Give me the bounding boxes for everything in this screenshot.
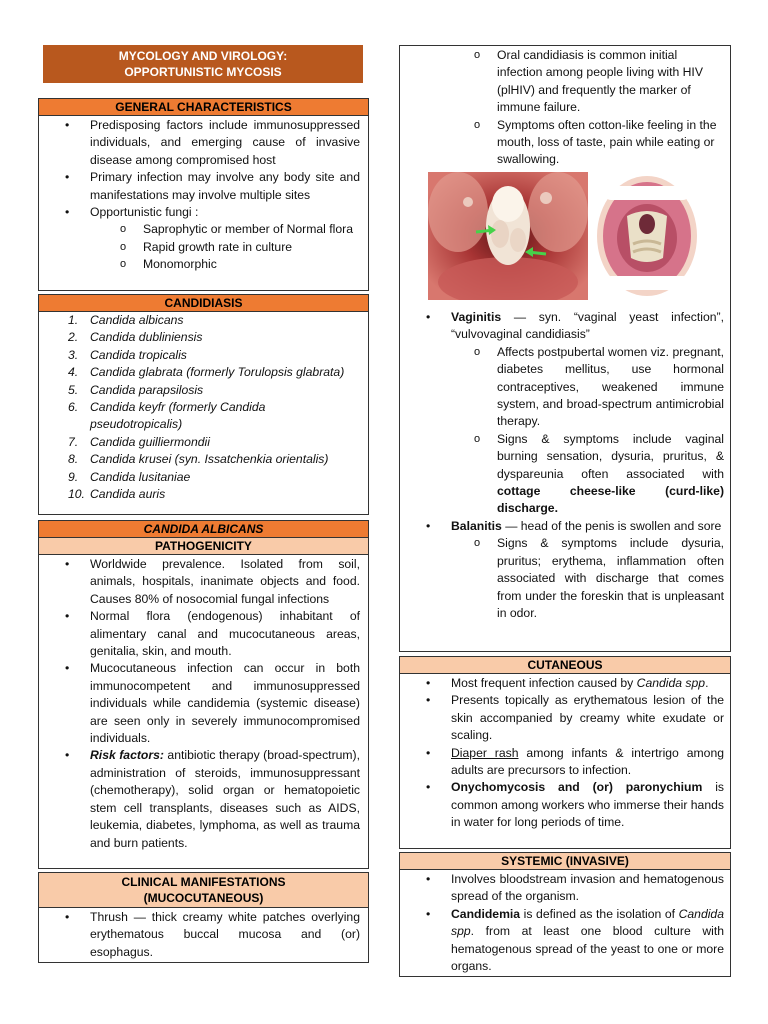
general-characteristics-section	[38, 98, 369, 291]
list-item: • Worldwide prevalence. Isolated from soil, animals, hospitals, inanimate objects and food. Causes 80% of nosocomial fungal infections	[90, 556, 360, 608]
diaper-rash-term: Diaper rash	[451, 745, 519, 760]
oral-vaginitis-balanitis-section	[399, 45, 731, 652]
list-item: • Involves bloodstream invasion and hematogenous spread of the organism.	[451, 871, 724, 906]
pathogenicity-header: PATHOGENICITY	[39, 538, 368, 555]
list-item: 8. Candida krusei (syn. Issatchenkia orientalis)	[68, 452, 329, 467]
list-item: 6. Candida keyfr (formerly Candida pseudotropicalis)	[68, 400, 266, 432]
clinical-list	[39, 908, 368, 961]
opportunistic-fungi-list	[97, 221, 360, 273]
list-item: • Primary infection may involve any body site and manifestations may involve multiple sites	[90, 169, 360, 204]
title-line-2: OPPORTUNISTIC MYCOSIS	[124, 65, 282, 79]
list-item: 1. Candida albicans	[68, 313, 184, 327]
genital-candidiasis-list	[400, 309, 730, 622]
list-item: o Rapid growth rate in culture	[143, 239, 360, 256]
list-item: • Thrush — thick creamy white patches overlying erythematous buccal mucosa and (or) esophagus.	[90, 909, 360, 961]
list-item: • Vaginitis — syn. “vaginal yeast infection”, “vulvovaginal candidiasis” o Affects postpubertal women viz. pregnant, diabetes mellitus, use hormonal contraceptives, weakened immune system, and broad-spectrum antimicrobial therapy. o Signs & symptoms include vaginal burning sensation, dysuria, pruritus, & dyspareunia often associated with cottage cheese-like (curd-like) discharge.	[451, 309, 724, 518]
cutaneous-header: CUTANEOUS	[400, 657, 730, 674]
list-item: • Normal flora (endogenous) inhabitant of alimentary canal and mucocutaneous areas, genitalia, skin, and mouth.	[90, 608, 360, 660]
balanitis-label: Balanitis	[451, 518, 502, 533]
candida-species-list	[39, 312, 368, 503]
list-item: o Signs & symptoms include vaginal burning sensation, dysuria, pruritus, & dyspareunia often associated with cottage cheese-like (curd-like) discharge.	[497, 431, 724, 518]
clinical-manifestations-section	[38, 872, 369, 963]
clinical-manifestations-header: CLINICAL MANIFESTATIONS (MUCOCUTANEOUS)	[39, 873, 368, 908]
list-item: • Balanitis — head of the penis is swollen and sore o Signs & symptoms include dysuria, pruritus; erythema, inflammation often associated with discharge that comes from under the foreskin that is unpleasant in odor.	[451, 518, 724, 622]
oral-thrush-illustration	[593, 172, 701, 300]
vaginitis-label: Vaginitis	[451, 310, 502, 324]
list-item: 10. Candida auris	[68, 487, 166, 502]
list-item: • Risk factors: antibiotic therapy (broad-spectrum), administration of steroids, immunosuppressant (chemotherapy), solid organ or hematopoietic stem cell transplants, diseases such as AIDS, leukemia, diabetes, lymphoma, as well as trauma and burn patients.	[90, 747, 360, 851]
systemic-list	[400, 870, 730, 975]
list-item: 4. Candida glabrata (formerly Torulopsis glabrata)	[68, 365, 345, 380]
list-item: • Onychomycosis and (or) paronychium is common among workers who immerse their hands in water for long periods of time.	[451, 779, 724, 831]
list-item: o Signs & symptoms include dysuria, pruritus; erythema, inflammation often associated with discharge that comes from under the foreskin that is unpleasant in odor.	[497, 535, 724, 622]
risk-factors-label: Risk factors:	[90, 748, 164, 763]
list-item: 9. Candida lusitaniae	[68, 469, 191, 484]
list-item: • Candidemia is defined as the isolation of Candida spp. from at least one blood culture with hematogenous spread of the yeast to one or more organs.	[451, 906, 724, 976]
candidemia-term: Candidemia	[451, 906, 521, 921]
title-line-1: MYCOLOGY AND VIROLOGY:	[118, 49, 288, 63]
cutaneous-section	[399, 656, 731, 849]
general-characteristics-header: GENERAL CHARACTERISTICS	[39, 99, 368, 116]
oral-thrush-photo	[428, 172, 588, 300]
list-item: • Presents topically as erythematous lesion of the skin accompanied by creamy white exudate or scaling.	[451, 692, 724, 744]
oral-candidiasis-list	[400, 46, 730, 169]
candidiasis-section	[38, 294, 369, 515]
list-item: 5. Candida parapsilosis	[68, 382, 204, 397]
list-item: • Most frequent infection caused by Candida spp.	[451, 675, 724, 692]
candidiasis-header: CANDIDIASIS	[39, 295, 368, 312]
systemic-section	[399, 852, 731, 977]
list-item: • Diaper rash among infants & intertrigo among adults are precursors to infection.	[451, 745, 724, 780]
list-item: o Oral candidiasis is common initial infection among people living with HIV (plHIV) and frequently the marker of immune failure.	[497, 47, 724, 117]
onychomycosis-term: Onychomycosis and (or) paronychium	[451, 780, 703, 795]
discharge-description: cottage cheese-like (curd-like) discharge.	[497, 484, 724, 516]
list-item: o Monomorphic	[143, 256, 360, 273]
list-item: 2. Candida dubliniensis	[68, 330, 203, 345]
list-item: 3. Candida tropicalis	[68, 347, 187, 362]
systemic-header: SYSTEMIC (INVASIVE)	[400, 853, 730, 870]
list-item: o Symptoms often cotton-like feeling in the mouth, loss of taste, pain while eating or swallowing.	[497, 117, 724, 169]
general-list	[39, 116, 368, 274]
balanitis-sublist	[451, 535, 724, 622]
candida-albicans-header: CANDIDA ALBICANS	[39, 521, 368, 538]
cutaneous-list	[400, 674, 730, 832]
document-title	[43, 45, 363, 83]
list-item: • Predisposing factors include immunosuppressed individuals, and emerging cause of invasive disease among compromised host	[90, 117, 360, 169]
list-item: 7. Candida guilliermondii	[68, 434, 210, 449]
list-item	[90, 204, 360, 274]
list-item: o Saprophytic or member of Normal flora	[143, 221, 360, 238]
list-item: o Affects postpubertal women viz. pregnant, diabetes mellitus, use hormonal contraceptives, weakened immune system, and broad-spectrum antimicrobial therapy.	[497, 344, 724, 431]
pathogenicity-list	[39, 555, 368, 852]
vaginitis-sublist	[451, 344, 724, 518]
candida-albicans-section	[38, 520, 369, 869]
opportunistic-fungi-label: Opportunistic fungi :	[90, 205, 199, 220]
list-item: • Mucocutaneous infection can occur in both immunocompetent and immunosuppressed individuals while candidemia (systemic disease) are seen only in severely immunocompromised individuals.	[90, 660, 360, 747]
